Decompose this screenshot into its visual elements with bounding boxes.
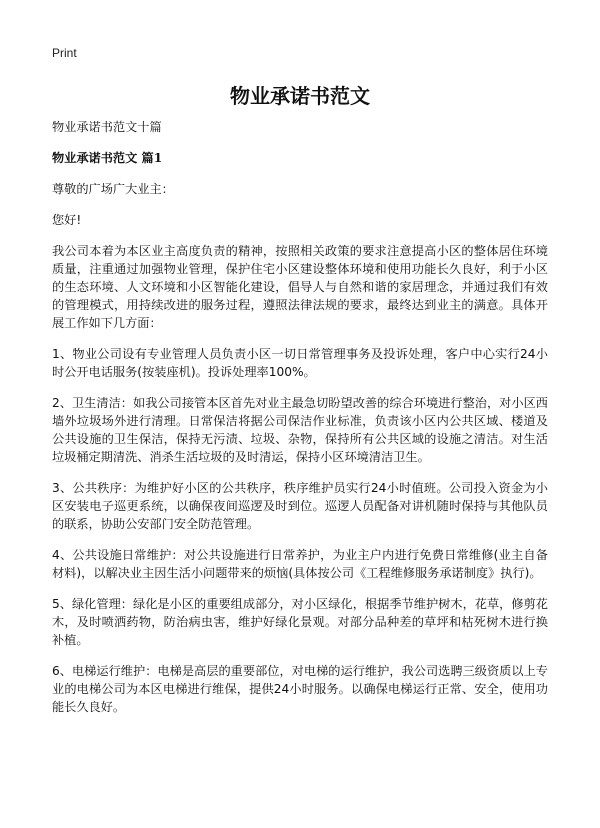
body-paragraph-item-5: 5、绿化管理：绿化是小区的重要组成部分，对小区绿化，根据季节维护树木，花草，修剪花木，及时喷洒药物，防治病虫害，维护好绿化景观。对部分品种差的草坪和枯死树木进行换补植。 [52,597,548,647]
document-subtitle: 物业承诺书范文十篇 [52,120,162,134]
salutation: 尊敬的广场广大业主： [52,182,174,196]
body-paragraph-item-2: 2、卫生清洁：如我公司接管本区首先对业主最急切盼望改善的综合环境进行整治，对小区西墙外垃圾场外进行清理。日常保洁将据公司保洁作业标准，负责该小区内公共区域、楼道及公共设施的卫生保洁，保持无污渍、垃圾、杂物，保持所有公共区域的设施之清洁。对生活垃圾桶定期清洗、消杀生活垃圾的及时清运，保持小区环境清洁卫生。 [52,396,548,464]
print-link[interactable]: Print [52,46,77,60]
document-title: 物业承诺书范文 [230,84,370,108]
document-body [52,118,548,729]
body-paragraph-item-4: 4、公共设施日常维护：对公共设施进行日常养护，为业主户内进行免费日常维修(业主自备材料)，以解决业主因生活小问题带来的烦恼(具体按公司《工程维修服务承诺制度》执行)。 [52,548,548,580]
body-paragraph-intro: 我公司本着为本区业主高度负责的精神，按照相关政策的要求注意提高小区的整体居住环境质量，注重通过加强物业管理，保护住宅小区建设整体环境和使用功能长久良好，利于小区的生态环境、人文环境和小区智能化建设，倡导人与自然和谐的家居理念，并通过我们有效的管理模式，用持续改进的服务过程，遵照法律法规的要求，最终达到业主的满意。具体开展工作如下几方面： [52,244,548,330]
greeting: 您好! [52,213,82,227]
section-heading: 物业承诺书范文 篇1 [52,151,163,165]
body-paragraph-item-3: 3、公共秩序：为维护好小区的公共秩序，秩序维护员实行24小时值班。公司投入资金为小区安装电子巡更系统，以确保夜间巡逻及时到位。巡逻人员配备对讲机随时保持与其他队员的联系，协助公安部门安全防范管理。 [52,481,548,531]
body-paragraph-item-6: 6、电梯运行维护：电梯是高层的重要部位，对电梯的运行维护，我公司选聘三级资质以上专业的电梯公司为本区电梯进行维保，提供24小时服务。以确保电梯运行正常、安全，使用功能长久良好。 [52,664,548,714]
body-paragraph-item-1: 1、物业公司设有专业管理人员负责小区一切日常管理事务及投诉处理，客户中心实行24小时公开电话服务(按装座机)。投诉处理率100%。 [52,347,548,379]
